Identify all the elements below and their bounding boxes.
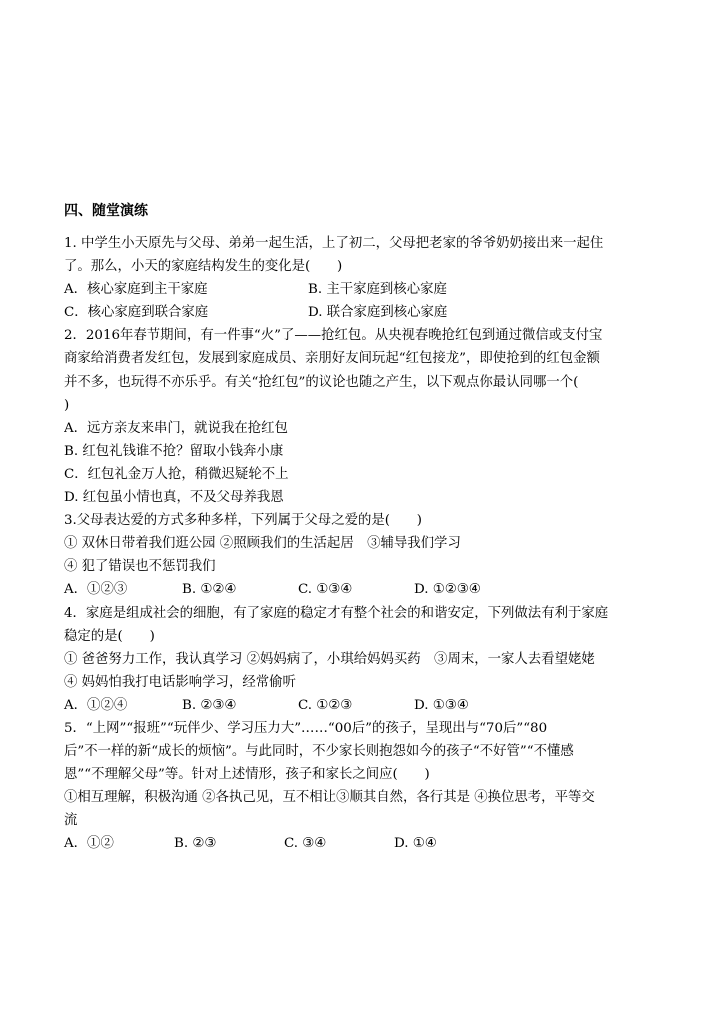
question-2 xyxy=(64,324,668,509)
option-b: B. ②③ xyxy=(174,836,217,852)
option-d: D. ①②③④ xyxy=(414,582,481,598)
question-4-item-line: ① 爸爸努力工作，我认真学习 ②妈妈病了，小琪给妈妈买药 ③周末，一家人去看望姥姥 xyxy=(64,651,595,667)
question-4-stem-line: 稳定的是( ) xyxy=(64,628,155,644)
option-b: B. ①②④ xyxy=(182,582,237,598)
question-5-stem-line: 后”不一样的新“成长的烦恼”。与此同时，不少家长则抱怨如今的孩子“不好管”“不懂感 xyxy=(64,744,574,760)
option-d: D. 联合家庭到核心家庭 xyxy=(308,305,448,321)
question-2-stem-line: 2．2016年春节期间，有一件事“火”了——抢红包。从央视春晚抢红包到通过微信或支付宝 xyxy=(64,328,603,344)
option-c: C．核心家庭到联合家庭 xyxy=(64,305,209,321)
question-4-stem-line: 4．家庭是组成社会的细胞，有了家庭的稳定才有整个社会的和谐安定，下列做法有利于家庭 xyxy=(64,605,609,621)
option-c: C. ①②③ xyxy=(298,697,353,713)
option-c: C. ①③④ xyxy=(298,582,353,598)
question-5-stem-line: 5．“上网”“报班”“玩伴少、学习压力大”……“00后”的孩子，呈现出与“70后”“80 xyxy=(64,720,548,736)
question-1-stem-line: 了。那么，小天的家庭结构发生的变化是( ) xyxy=(64,259,343,275)
question-1 xyxy=(64,232,668,324)
option-c: C．红包礼金万人抢，稍微迟疑轮不上 xyxy=(64,466,289,482)
option-d: D. ①③④ xyxy=(414,697,469,713)
option-a: A．核心家庭到主干家庭 xyxy=(64,282,208,298)
question-5-item-line: ①相互理解，积极沟通 ②各执己见，互不相让③顺其自然，各行其是 ④换位思考，平等交 xyxy=(64,790,595,806)
question-2-stem-line: 并不多，也玩得不亦乐乎。有关“抢红包”的议论也随之产生，以下观点你最认同哪一个( xyxy=(64,374,579,390)
question-2-stem-line: ) xyxy=(64,397,70,413)
question-1-options-row xyxy=(64,278,668,301)
option-a: A．①② xyxy=(64,836,114,852)
question-list xyxy=(64,232,668,856)
option-d: D. 红包虽小情也真，不及父母养我恩 xyxy=(64,490,284,506)
option-a: A．①②③ xyxy=(64,582,128,598)
question-3-item-line: ④ 犯了错误也不惩罚我们 xyxy=(64,559,216,575)
question-4-options-row xyxy=(64,694,668,717)
question-5-options-row xyxy=(64,832,668,855)
question-3-stem-line: 3.父母表达爱的方式多种多样，下列属于父母之爱的是( ) xyxy=(64,513,422,529)
question-3-item-line: ① 双休日带着我们逛公园 ②照顾我们的生活起居 ③辅导我们学习 xyxy=(64,536,461,552)
question-1-stem-line: 1. 中学生小天原先与父母、弟弟一起生活，上了初二，父母把老家的爷爷奶奶接出来一起住 xyxy=(64,236,604,251)
option-d: D. ①④ xyxy=(394,836,437,852)
option-a: A．远方亲友来串门，就说我在抢红包 xyxy=(64,420,288,436)
question-4 xyxy=(64,602,668,717)
option-a: A．①②④ xyxy=(64,697,128,713)
question-3 xyxy=(64,509,668,601)
question-3-options-row xyxy=(64,578,668,601)
question-4-item-line: ④ 妈妈怕我打电话影响学习，经常偷听 xyxy=(64,674,296,690)
question-5-stem-line: 恩”“不理解父母”等。针对上述情形，孩子和家长之间应( ) xyxy=(64,767,430,783)
option-b: B. 红包礼钱谁不抢？留取小钱奔小康 xyxy=(64,443,284,459)
option-b: B. 主干家庭到核心家庭 xyxy=(308,282,447,298)
option-c: C. ③④ xyxy=(284,836,327,852)
question-1-options-row xyxy=(64,301,668,324)
option-b: B. ②③④ xyxy=(182,697,237,713)
question-2-stem-line: 商家给消费者发红包，发展到家庭成员、亲朋好友间玩起“红包接龙”，即使抢到的红包金额 xyxy=(64,351,600,367)
question-5-item-line: 流 xyxy=(64,813,78,829)
section-title: 四、随堂演练 xyxy=(64,203,148,219)
question-5 xyxy=(64,717,668,856)
